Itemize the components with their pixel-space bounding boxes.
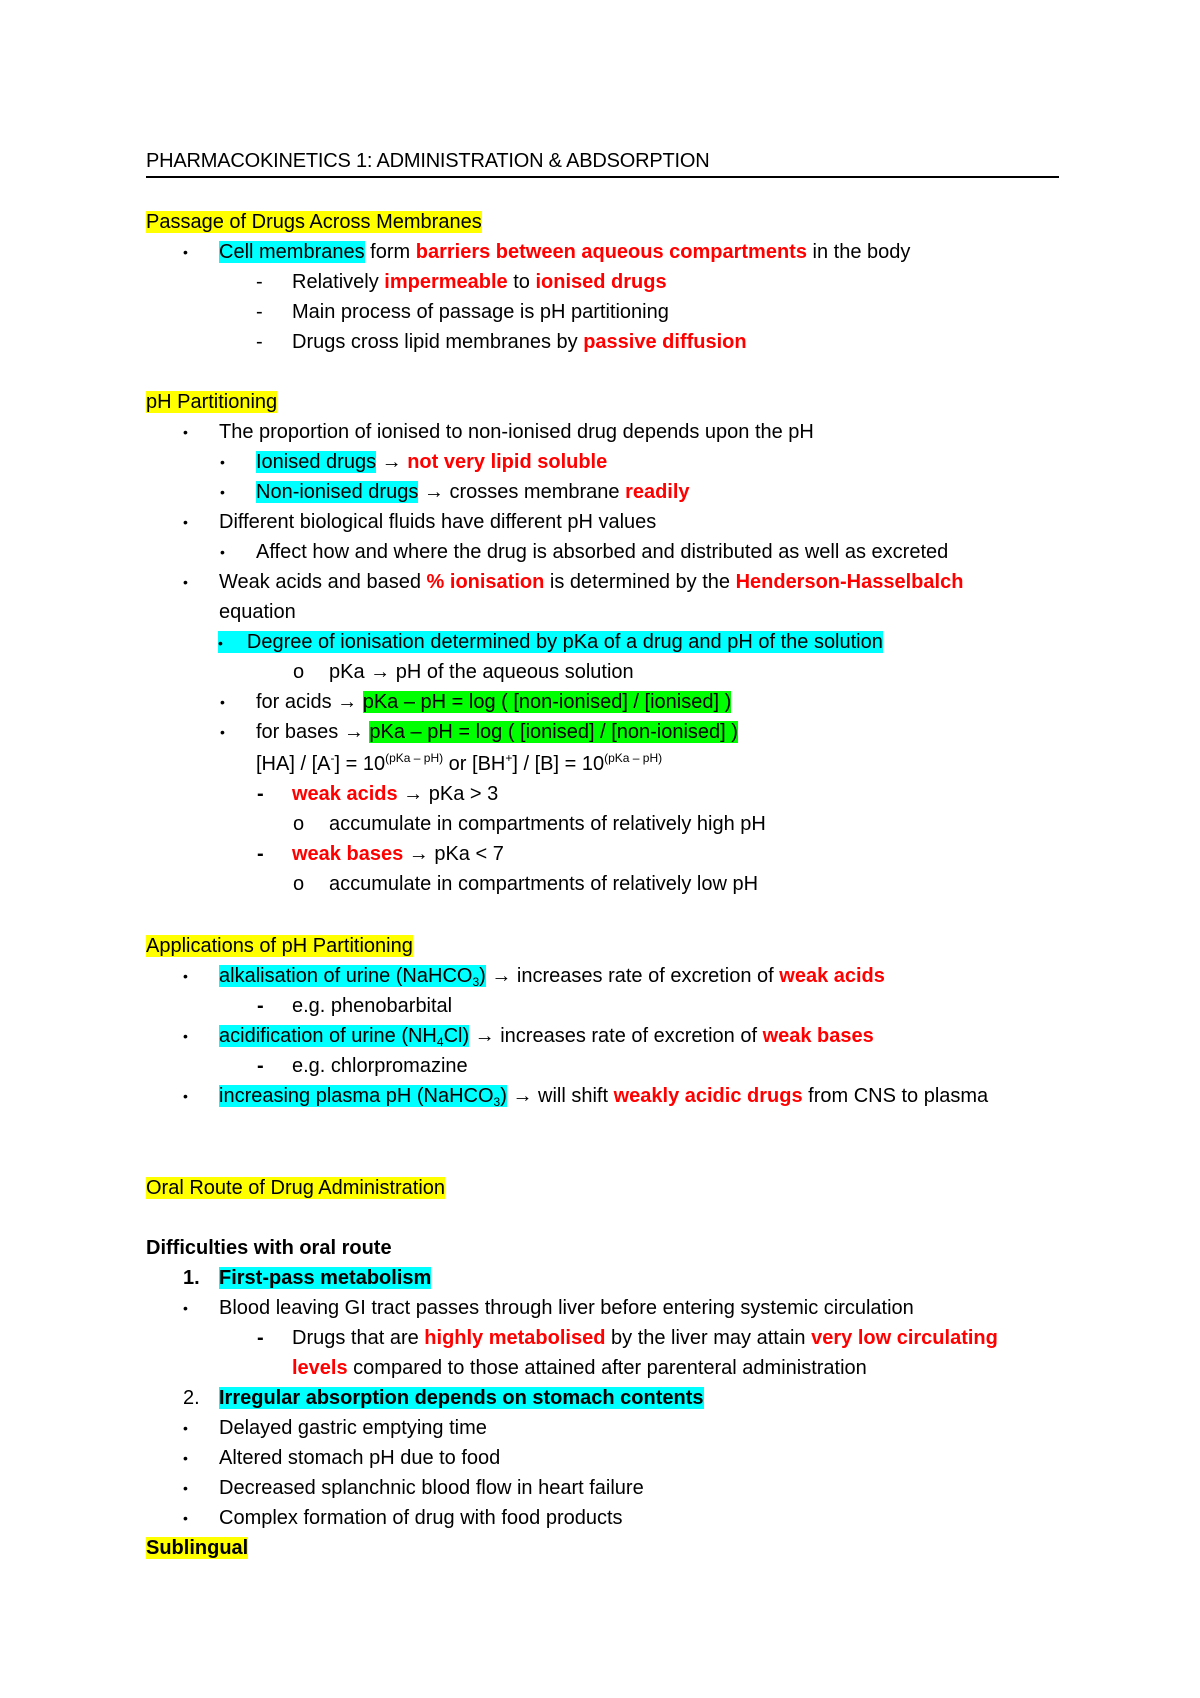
list-item: increasing plasma pH (NaHCO$_3$) → will shift weakly acidic drugs from CNS to plasma xyxy=(219,1085,989,1109)
list-item: • Degree of ionisation determined by pKa of a drug and pH of the solution xyxy=(218,631,883,653)
bullet-icon: • xyxy=(183,1420,188,1436)
bullet-icon: • xyxy=(183,968,188,984)
dash-marker: - xyxy=(257,783,264,805)
section-heading-sublingual: Sublingual xyxy=(146,1537,249,1559)
list-item: for acids → pKa – pH = log ( [non-ionised] / [ionised] ) xyxy=(256,691,732,713)
bullet-icon: • xyxy=(183,1028,188,1044)
section-heading-ph-partitioning: pH Partitioning xyxy=(146,391,278,413)
list-item: accumulate in compartments of relatively low pH xyxy=(329,873,759,895)
dash-marker: - xyxy=(256,301,263,323)
numbered-item: Irregular absorption depends on stomach contents xyxy=(219,1387,704,1409)
dash-marker: - xyxy=(257,995,264,1017)
circle-marker: o xyxy=(293,813,305,835)
list-item: Drugs cross lipid membranes by passive diffusion xyxy=(292,331,747,353)
bullet-icon: • xyxy=(183,1480,188,1496)
bullet-icon: • xyxy=(220,484,225,500)
section-heading-applications: Applications of pH Partitioning xyxy=(146,935,413,957)
circle-marker: o xyxy=(293,873,305,895)
list-item: The proportion of ionised to non-ionised drug depends upon the pH xyxy=(219,421,814,443)
title-underline xyxy=(146,176,1059,178)
list-item-continuation: levels compared to those attained after parenteral administration xyxy=(292,1357,867,1379)
list-item: accumulate in compartments of relatively high pH xyxy=(329,813,766,835)
list-item: Relatively impermeable to ionised drugs xyxy=(292,271,667,293)
bullet-icon: • xyxy=(220,454,225,470)
bullet-icon: • xyxy=(183,1300,188,1316)
list-item: Blood leaving GI tract passes through liver before entering systemic circulation xyxy=(219,1297,914,1319)
list-item: Altered stomach pH due to food xyxy=(219,1447,501,1469)
section-heading-oral-route: Oral Route of Drug Administration xyxy=(146,1177,446,1199)
bullet-icon: • xyxy=(220,544,225,560)
list-item: alkalisation of urine (NaHCO$_3$) → increases rate of excretion of weak acids xyxy=(219,965,885,989)
formula-line: $[HA] / [A^-] = 10^{(pKa - pH)}$ or $[BH^+] / [B] = 10^{(pKa - pH)}$ xyxy=(256,751,663,775)
number-marker: 2. xyxy=(183,1387,200,1409)
list-item: Non-ionised drugs → crosses membrane readily xyxy=(256,481,690,503)
list-item: e.g. phenobarbital xyxy=(292,995,453,1017)
circle-marker: o xyxy=(293,661,305,683)
list-item: Complex formation of drug with food products xyxy=(219,1507,623,1529)
dash-marker: - xyxy=(256,331,263,353)
dash-marker: - xyxy=(257,843,264,865)
list-item: Ionised drugs → not very lipid soluble xyxy=(256,451,608,473)
bullet-icon: • xyxy=(183,1088,188,1104)
list-item: e.g. chlorpromazine xyxy=(292,1055,468,1077)
dash-marker: - xyxy=(256,271,263,293)
list-item: Delayed gastric emptying time xyxy=(219,1417,487,1439)
list-item: Weak acids and based % ionisation is determined by the Henderson-Hasselbalch xyxy=(219,571,964,593)
bullet-icon: • xyxy=(183,1510,188,1526)
bullet-icon: • xyxy=(218,635,223,651)
subheading-difficulties: Difficulties with oral route xyxy=(146,1237,392,1259)
page-title: PHARMACOKINETICS 1: ADMINISTRATION & ABDSORPTION xyxy=(146,150,710,172)
list-item: Drugs that are highly metabolised by the liver may attain very low circulating xyxy=(292,1327,998,1349)
list-item: pKa → pH of the aqueous solution xyxy=(329,661,634,683)
dash-marker: - xyxy=(257,1055,264,1077)
numbered-item: First-pass metabolism xyxy=(219,1267,432,1289)
list-item: Main process of passage is pH partitioning xyxy=(292,301,669,323)
bullet-icon: • xyxy=(183,514,188,530)
section-heading-membranes: Passage of Drugs Across Membranes xyxy=(146,211,482,233)
list-item: weak bases → pKa < 7 xyxy=(292,843,504,865)
bullet-icon: • xyxy=(183,424,188,440)
dash-marker: - xyxy=(257,1327,264,1349)
number-marker: 1. xyxy=(183,1267,200,1289)
bullet-icon: • xyxy=(220,724,225,740)
list-item: Affect how and where the drug is absorbed and distributed as well as excreted xyxy=(256,541,949,563)
list-item-continuation: equation xyxy=(219,601,296,623)
list-item: acidification of urine $(NH_4Cl)$ → increases rate of excretion of weak bases xyxy=(219,1025,874,1049)
bullet-icon: • xyxy=(183,244,188,260)
list-item: Different biological fluids have different pH values xyxy=(219,511,657,533)
list-item: for bases → pKa – pH = log ( [ionised] / [non-ionised] ) xyxy=(256,721,738,743)
bullet-icon: • xyxy=(183,1450,188,1466)
bullet-icon: • xyxy=(183,574,188,590)
list-item: Cell membranes form barriers between aqueous compartments in the body xyxy=(219,241,911,263)
list-item: Decreased splanchnic blood flow in heart failure xyxy=(219,1477,644,1499)
list-item: weak acids → pKa > 3 xyxy=(292,783,499,805)
bullet-icon: • xyxy=(220,694,225,710)
